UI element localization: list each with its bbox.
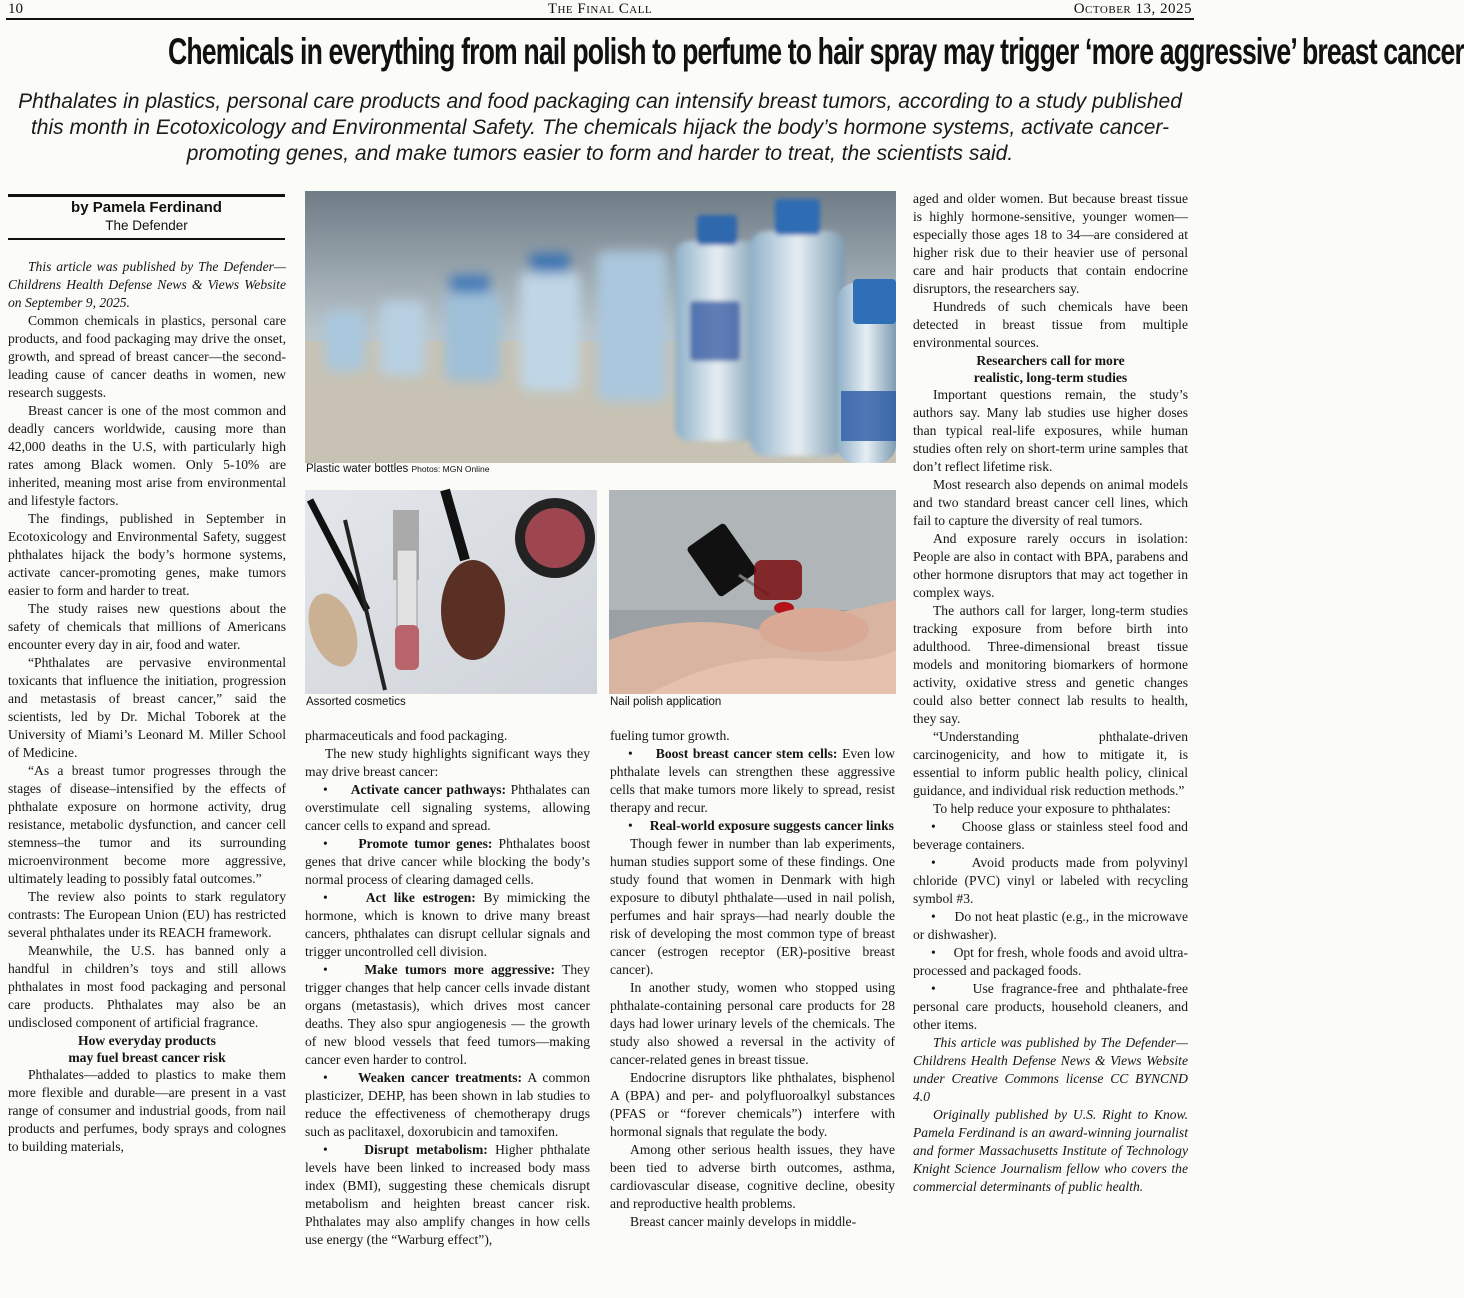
bullet-item	[305, 781, 590, 835]
paragraph: Most research also depends on animal models and two standard breast cancer cell lines, which fail to capture the diversity of real tumors.	[913, 477, 1188, 528]
paragraph: Meanwhile, the U.S. has banned only a handful in children’s toys and still allows phthalates in most food packaging and personal care products. Phthalates may also be an undisclosed component of artificial fragrance.	[8, 943, 286, 1030]
article-column-2	[305, 727, 590, 1249]
nail-caption: Nail polish application	[610, 696, 722, 708]
bullet-label: Make tumors more aggressive:	[364, 962, 555, 977]
tip-item	[913, 944, 1188, 980]
bullet-text: By mimicking the hormone, which is known to drive many breast cancers, phthalates can disrupt cellular signals and trigger uncontrolled cell division.	[305, 890, 590, 959]
photo-credit: Photos: MGN Online	[411, 464, 490, 474]
bullet-label: Real-world exposure suggests cancer links	[649, 818, 894, 833]
bottles-caption	[306, 463, 489, 475]
article-column-4	[913, 190, 1188, 1196]
bullet-item	[305, 889, 590, 961]
license-note: This article was published by The Defender—Childrens Health Defense News & Views Website under Creative Commons license CC BYNCND 4.0	[913, 1035, 1188, 1104]
paragraph: The findings, published in September in Ecotoxicology and Environmental Safety, suggest phthalates hijack the body’s hormone systems, activate cancer-promoting genes, make tumors easier to form and harder to treat.	[8, 511, 286, 598]
bullet-label: Boost breast cancer stem cells:	[655, 746, 838, 761]
bullet-glyph: •	[628, 746, 633, 761]
paragraph: In another study, women who stopped using phthalate-containing personal care products for 28 days had lower urinary levels of the chemicals. The study also showed a reversal in the activity of cancer-related genes in breast tissue.	[610, 980, 895, 1067]
bullet-glyph: •	[931, 855, 936, 870]
subhead	[8, 1032, 286, 1066]
tip-item	[913, 818, 1188, 854]
bullet-text: Phthalates can overstimulate cell signaling systems, allowing cancer cells to expand and spread.	[305, 782, 590, 833]
paragraph: And exposure rarely occurs in isolation: People are also in contact with BPA, parabens and other hormone disruptors that may act together in complex ways.	[913, 531, 1188, 600]
paragraph: The study raises new questions about the safety of chemicals that millions of Americans encounter every day in air, food and water.	[8, 601, 286, 652]
tip-text: Do not heat plastic (e.g., in the microwave or dishwasher).	[913, 909, 1188, 942]
bullet-text: Higher phthalate levels have been linked to increased body mass index (BMI), suggesting these chemicals disrupt metabolism and heighten breast cancer risk. Phthalates may also amplify changes in how cells use energy (the “Warburg effect”),	[305, 1142, 590, 1247]
nail-polish-photo	[609, 490, 896, 694]
bullet-item	[305, 1069, 590, 1141]
paragraph: “As a breast tumor progresses through the stages of disease–intensified by the effects of phthalate exposure on hormone activity, drug resistance, metabolic dysfunction, and cancer cell stemness–the tumor and its surrounding microenvironment become more aggressive, ultimately leading to possibly fatal outcomes.”	[8, 763, 286, 886]
bullet-glyph: •	[931, 981, 936, 996]
bullet-glyph: •	[323, 890, 328, 905]
paragraph: Among other serious health issues, they have been tied to adverse birth outcomes, asthma, cardiovascular disease, cognitive decline, obesity and reproductive health problems.	[610, 1142, 895, 1211]
page-number: 10	[8, 1, 23, 17]
paragraph: Endocrine disruptors like phthalates, bisphenol A (BPA) and per- and polyfluoroalkyl substances (PFAS or “forever chemicals”) interfere with hormonal signals that regulate the body.	[610, 1070, 895, 1139]
bullet-label: Activate cancer pathways:	[350, 782, 507, 797]
bullet-label: Promote tumor genes:	[358, 836, 493, 851]
publication-name: The Final Call	[547, 1, 653, 17]
paragraph: “Understanding phthalate-driven carcinogenicity, and how to mitigate it, is essential to inform public health policy, clinical guidance, and individual risk reduction methods.”	[913, 729, 1188, 798]
paragraph: fueling tumor growth.	[610, 728, 730, 743]
bullet-glyph: •	[931, 909, 936, 924]
bullet-glyph: •	[931, 945, 936, 960]
paragraph: “Phthalates are pervasive environmental toxicants that influence the initiation, progression and metastasis of breast cancer,” said the scientists, led by Dr. Michal Toborek at the University of Miami’s Leonard M. Miller School of Medicine.	[8, 655, 286, 760]
author-name: by Pamela Ferdinand	[71, 199, 222, 216]
paragraph: Breast cancer mainly develops in middle-	[630, 1214, 857, 1229]
bullet-label: Disrupt metabolism:	[364, 1142, 488, 1157]
paragraph: Though fewer in number than lab experiments, human studies support some of these findings. One study found that women in Denmark with high exposure to dibutyl phthalate—used in nail polish, perfumes and hair sprays—had nearly double the risk of developing the most common type of breast cancer (estrogen receptor (ER)-positive breast cancer).	[610, 836, 895, 977]
article-column-1	[8, 258, 286, 1156]
bottles-caption-text: Plastic water bottles	[306, 463, 409, 475]
bullet-item	[610, 817, 895, 835]
bullet-glyph: •	[931, 819, 936, 834]
cosmetics-photo	[305, 490, 597, 694]
paragraph: Phthalates—added to plastics to make them more flexible and durable—are present in a vast range of consumer and industrial goods, from nail products and perfumes, body sprays and colognes to building materials,	[8, 1067, 286, 1154]
bullet-item	[305, 961, 590, 1069]
bullet-item	[305, 835, 590, 889]
page-header	[8, 1, 1192, 18]
tip-item	[913, 980, 1188, 1034]
intro-note: This article was published by The Defender—Childrens Health Defense News & Views Website on September 9, 2025.	[8, 259, 286, 310]
paragraph: Important questions remain, the study’s authors say. Many lab studies use higher doses than typical real-life exposures, while human studies often rely on short-term urine samples that don’t reflect lifetime risk.	[913, 387, 1188, 474]
author-organization: The Defender	[105, 218, 188, 233]
subhead-line: Researchers call for more	[976, 353, 1125, 368]
bullet-text: Phthalates boost genes that drive cancer while blocking the body’s normal process of clearing damaged cells.	[305, 836, 590, 887]
plastic-bottles-photo	[305, 191, 896, 463]
paragraph: The new study highlights significant ways they may drive breast cancer:	[305, 746, 590, 779]
bullet-item	[305, 1141, 590, 1249]
paragraph: Hundreds of such chemicals have been detected in breast tissue from multiple environmental sources.	[913, 299, 1188, 350]
bullet-glyph: •	[628, 818, 633, 833]
bullet-glyph: •	[323, 962, 328, 977]
plastic-bottles-illustration	[305, 191, 896, 463]
tip-text: Avoid products made from polyvinyl chloride (PVC) vinyl or labeled with recycling symbol #3.	[913, 855, 1188, 906]
author-bio: Originally published by U.S. Right to Know. Pamela Ferdinand is an award-winning journalist and former Massachusetts Institute of Technology Knight Science Journalism fellow who covers the commercial determinants of public health.	[913, 1107, 1188, 1194]
subhead-line: How everyday products	[78, 1033, 216, 1048]
tip-item	[913, 854, 1188, 908]
bullet-glyph: •	[323, 782, 328, 797]
tip-text: Opt for fresh, whole foods and avoid ultra-processed and packaged foods.	[913, 945, 1188, 978]
paragraph: Common chemicals in plastics, personal care products, and food packaging may drive the onset, growth, and spread of breast cancer—the second-leading cause of cancer deaths in women, new research suggests.	[8, 313, 286, 400]
bullet-text: A common plasticizer, DEHP, has been shown in lab studies to reduce the effectiveness of chemotherapy drugs such as paclitaxel, doxorubicin and tamoxifen.	[305, 1070, 590, 1139]
article-column-3	[610, 727, 895, 1231]
cosmetics-illustration	[305, 490, 597, 694]
bullet-glyph: •	[323, 836, 328, 851]
bullet-text: They trigger changes that help cancer cells invade distant organs (metastasis), which drives most cancer deaths. They also spur angiogenesis — the growth of new blood vessels that feed tumors—making cancer even harder to control.	[305, 962, 590, 1067]
tip-text: Choose glass or stainless steel food and beverage containers.	[913, 819, 1188, 852]
nail-polish-illustration	[609, 490, 896, 694]
paragraph: aged and older women. But because breast tissue is highly hormone-sensitive, younger women—especially those ages 18 to 34—are considered at higher risk due to their heavier use of personal care and hair products that contain endocrine disruptors, the researchers say.	[913, 191, 1188, 296]
tip-item	[913, 908, 1188, 944]
headline: Chemicals in everything from nail polish to perfume to hair spray may trigger ‘more aggressive’ breast cancer	[167, 31, 1464, 72]
header-rule	[6, 18, 1194, 20]
paragraph: Breast cancer is one of the most common and deadly cancers worldwide, causing more than 42,000 deaths in the U.S, with particularly high rates among Black women. Only 5-10% are inherited, meaning most arise from environmental and lifestyle factors.	[8, 403, 286, 508]
paragraph: The review also points to stark regulatory contrasts: The European Union (EU) has restricted several phthalates under its REACH framework.	[8, 889, 286, 940]
bullet-label: Weaken cancer treatments:	[357, 1070, 523, 1085]
subhead-line: realistic, long-term studies	[973, 370, 1128, 385]
bullet-glyph: •	[323, 1142, 328, 1157]
bullet-glyph: •	[323, 1070, 328, 1085]
bullet-text: Even low phthalate levels can strengthen these aggressive cells that make tumors more likely to spread, resist therapy and recur.	[610, 746, 895, 815]
paragraph: The authors call for larger, long-term studies tracking exposure from before birth into adulthood. Three-dimensional breast tissue models and monitoring biomarkers of hormone activity, oxidative stress and genetic changes could also better connect lab results to health, they say.	[913, 603, 1188, 726]
paragraph: To help reduce your exposure to phthalates:	[933, 801, 1171, 816]
issue-date: October 13, 2025	[1073, 1, 1192, 17]
tip-text: Use fragrance-free and phthalate-free personal care products, household cleaners, and other items.	[913, 981, 1189, 1032]
deck: Phthalates in plastics, personal care products and food packaging can intensify breast tumors, according to a study published this month in Ecotoxicology and Environmental Safety. The chemicals hijack the body’s hormone systems, activate cancer-promoting genes, and make tumors easier to form and harder to treat, the scientists said.	[18, 90, 1182, 165]
bullet-item	[610, 745, 895, 817]
cosmetics-caption: Assorted cosmetics	[306, 696, 406, 708]
bullet-label: Act like estrogen:	[365, 890, 476, 905]
byline	[8, 194, 285, 240]
subhead-line: may fuel breast cancer risk	[68, 1050, 226, 1065]
paragraph: pharmaceuticals and food packaging.	[305, 728, 508, 743]
subhead	[913, 352, 1188, 386]
